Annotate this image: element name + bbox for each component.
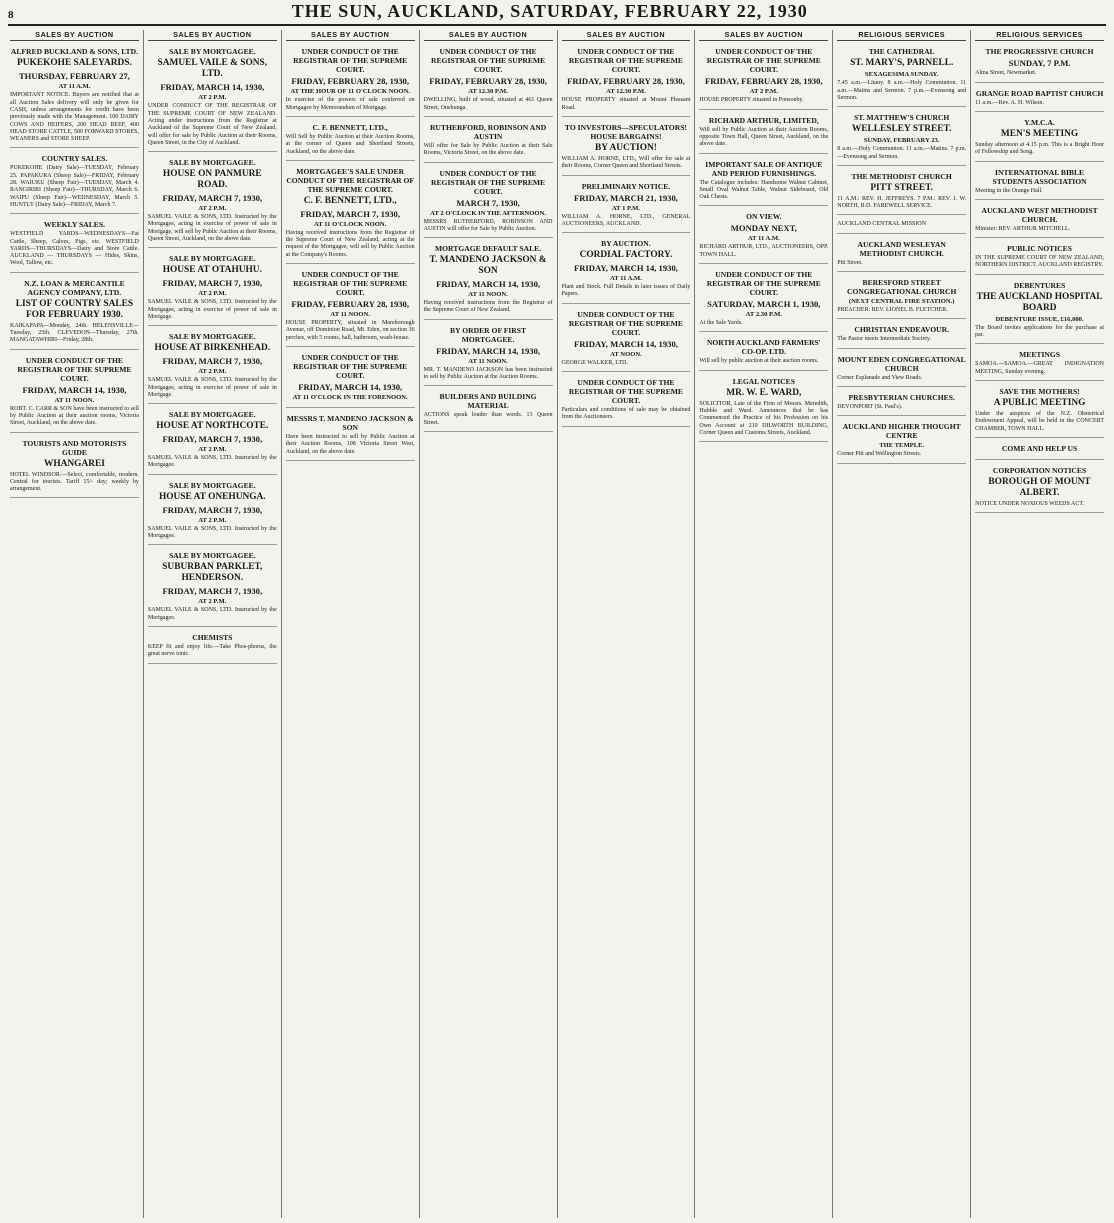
column-8 <box>970 30 1108 1218</box>
ad-subheading: AT 11 O'CLOCK IN THE FORENOON. <box>292 393 408 401</box>
ad-body: Will sell by Public Auction at their Auction Rooms, opposite Town Hall, Queen Street, Auckland, on the above date. <box>699 126 829 148</box>
advertisement <box>975 347 1104 381</box>
ad-subheading: AT 2 P.M. <box>198 290 227 298</box>
ad-title: BY AUCTION! <box>594 143 657 153</box>
ad-heading: MESSRS T. MANDENO JACKSON & SON <box>286 413 414 432</box>
ad-subheading: AT 11 A.M. <box>609 275 642 283</box>
ad-heading: UNDER CONDUCT OF THE REGISTRAR OF THE SUPREME COURT. <box>17 355 132 383</box>
advertisement <box>148 44 277 152</box>
ad-body: Having received instructions from the Registrar of the Supreme Court of New Zealand, acting at the request of the Mortgagee, will sell by Public Auction at the Company's Rooms. <box>285 229 415 258</box>
ad-heading: BERESFORD STREET CONGREGATIONAL CHURCH <box>847 278 957 297</box>
ad-title: PUKEKOHE SALEYARDS. <box>17 58 132 69</box>
column-4 <box>419 30 557 1218</box>
ad-body: SAMUEL VAILE & SONS, LTD. Instructed by the Mortgagee. <box>147 525 277 540</box>
ad-heading: AUCKLAND WEST METHODIST CHURCH. <box>981 205 1098 224</box>
ad-heading: CHEMISTS <box>192 632 233 642</box>
ad-heading: N.Z. LOAN & MERCANTILE AGENCY COMPANY, LTD. <box>24 278 125 297</box>
ad-heading: UNDER CONDUCT OF THE REGISTRAR OF THE SUPREME COURT. <box>706 47 821 75</box>
ad-heading: PUBLIC NOTICES <box>1007 244 1072 254</box>
ad-date: FRIDAY, MARCH 14, 1930, <box>22 384 127 395</box>
ad-title: HOUSE ON PANMURE ROAD. <box>162 169 262 191</box>
ad-date: MARCH 7, 1930, <box>456 197 520 208</box>
ad-title: BOROUGH OF MOUNT ALBERT. <box>988 476 1091 498</box>
ad-heading: UNDER CONDUCT OF THE REGISTRAR OF THE SUPREME COURT. <box>568 47 683 75</box>
ad-body: NOTICE UNDER NOXIOUS WEEDS ACT. <box>975 500 1085 507</box>
ad-date: FRIDAY, MARCH 14, 1930, <box>160 82 265 93</box>
ad-body: ROBT. C. CARR & SON have been instructed to sell by Public Auction at their auction rooms, Victoria Street, Auckland, on the above date. <box>10 405 139 427</box>
advertisement <box>286 350 415 408</box>
advertisement <box>837 390 966 416</box>
ad-body: Particulars and conditions of sale may be obtained from the Auctioneers. <box>561 407 691 421</box>
ad-heading: NORTH AUCKLAND FARMERS' CO-OP. LTD. <box>706 338 821 357</box>
ad-body: UNDER CONDUCT OF THE REGISTRAR OF THE SUPREME COURT OF NEW ZEALAND. Acting under instructions from the Registrar at Auckland of the Supreme Court of New Zealand, will offer for sale by Public Auction at their Rooms, Queen Street, in the City of Auckland. <box>147 103 277 146</box>
ad-heading: RUTHERFORD, ROBINSON AND AUSTIN <box>429 123 547 141</box>
ad-body: At the Sale Yards. <box>699 320 743 327</box>
ad-subheading: AT 12.30 P.M. <box>606 88 646 96</box>
ad-heading: SAVE THE MOTHERS! <box>999 386 1080 396</box>
ad-body: WESTFIELD YARDS—WEDNESDAYS—Fat Cattle, Sheep, Calves, Pigs, etc. WESTFIELD YARDS—THURSDAYS—Dairy and Store Cattle. AUCKLAND — THURSDAYS — Hides, Skins, Wool, Tallow, etc. <box>10 231 139 267</box>
advertisement <box>148 155 277 248</box>
ad-heading: THE PROGRESSIVE CHURCH <box>985 47 1094 57</box>
ad-subheading: DEBENTURE ISSUE, £16,000. <box>995 315 1084 323</box>
ad-body: IN THE SUPREME COURT OF NEW ZEALAND, NORTHERN DISTRICT. AUCKLAND REGISTRY. <box>975 255 1104 269</box>
ad-date: FRIDAY, MARCH 7, 1930, <box>162 356 263 367</box>
column-heading: SALES BY AUCTION <box>148 30 277 41</box>
ad-title: LIST OF COUNTRY SALES FOR FEBRUARY 1930. <box>15 298 134 320</box>
advertisement <box>148 630 277 664</box>
advertisement <box>424 120 553 163</box>
ad-heading: CORPORATION NOTICES <box>992 465 1087 475</box>
ad-body: Under the auspices of the N.Z. Obstetrical Endowment Appeal, will be held in the CONCERT CHAMBER, TOWN HALL. <box>975 410 1104 432</box>
advertisement <box>148 407 277 475</box>
ad-date: FRIDAY, FEBRUARY 28, 1930, <box>704 76 823 87</box>
ad-heading: COME AND HELP US <box>1001 443 1078 453</box>
ad-heading: SALE BY MORTGAGEE. <box>169 158 256 168</box>
advertisement <box>975 384 1104 438</box>
ad-date: SATURDAY, MARCH 1, 1930, <box>707 299 821 310</box>
ad-title: MEN'S MEETING <box>1000 129 1079 139</box>
ad-date: FRIDAY, FEBRUARY 28, 1930, <box>567 76 685 87</box>
ad-body: The Pastor meets Intermediate Society. <box>837 336 931 343</box>
ad-heading: UNDER CONDUCT OF THE REGISTRAR OF THE SUPREME COURT. <box>430 168 546 196</box>
ad-title: SUBURBAN PARKLET, HENDERSON. <box>162 562 263 584</box>
ad-body: Meeting in the Orange Hall. <box>975 187 1043 194</box>
ad-body: SAMUEL VAILE & SONS, LTD. Instructed by the Mortgagee. <box>147 607 277 621</box>
advertisement <box>837 419 966 463</box>
ad-body: 11 A.M.: REV. H. JEFFREYS. 7 P.M.: REV. J. W. NORTH, B.D. FAREWELL SERVICE. <box>837 195 967 210</box>
advertisement <box>10 217 139 272</box>
ad-body: WILLIAM A. HORNE, LTD., GENERAL AUCTIONEERS, AUCKLAND. <box>561 213 691 227</box>
advertisement <box>286 164 415 264</box>
ad-heading: AUCKLAND HIGHER THOUGHT CENTRE <box>842 422 961 441</box>
advertisement <box>699 335 828 370</box>
ad-title: PITT STREET. <box>870 182 934 193</box>
ad-heading: AUCKLAND WESLEYAN METHODIST CHURCH. <box>857 239 946 258</box>
ad-subheading: AT 2.30 P.M. <box>745 311 782 319</box>
ad-body: In exercise of the powers of sale conferred on Mortgagee by Memorandum of Mortgage. <box>285 97 415 111</box>
ad-title: THE AUCKLAND HOSPITAL BOARD <box>976 291 1103 313</box>
ad-title: SAMUEL VAILE & SONS, LTD. <box>157 58 268 80</box>
ad-body: SAMOA.—SAMOA.—GREAT INDIGNATION MEETING, Sunday evening. <box>975 361 1104 375</box>
ad-date: MONDAY NEXT, <box>730 223 797 234</box>
ad-title: HOUSE AT OTAHUHU. <box>162 265 262 276</box>
column-heading: SALES BY AUCTION <box>699 30 828 41</box>
ad-body: SOLICITOR. Late of the Firm of Messrs. Meredith, Hubble and Ward. Announces that he has Commenced the Practice of his Profession on his Own Account at 210 DILWORTH BUILDING, Corner Queen and Customs Streets, Auckland. <box>699 400 829 436</box>
ad-heading: TO INVESTORS—SPECULATORS! HOUSE BARGAINS! <box>564 123 687 141</box>
ad-title: CORDIAL FACTORY. <box>579 250 673 261</box>
advertisement <box>975 441 1104 460</box>
advertisement <box>10 44 139 148</box>
advertisement <box>837 169 966 216</box>
advertisement <box>424 166 553 239</box>
advertisement <box>424 389 553 432</box>
masthead <box>8 0 1106 26</box>
ad-subheading: AT 2 P.M. <box>749 88 778 96</box>
ad-date: FRIDAY, FEBRUARY 28, 1930, <box>291 299 409 310</box>
ad-body: HOUSE PROPERTY situated at Mount Pleasant Road. <box>561 97 691 111</box>
ad-date: FRIDAY, MARCH 7, 1930, <box>162 504 263 515</box>
advertisement <box>975 463 1104 513</box>
advertisement <box>10 353 139 433</box>
ad-body: HOUSE PROPERTY situated in Ponsonby. <box>699 97 804 104</box>
column-6 <box>694 30 832 1218</box>
column-heading: SALES BY AUCTION <box>10 30 139 41</box>
ad-heading: SALE BY MORTGAGEE. <box>169 480 256 490</box>
column-2 <box>143 30 281 1218</box>
ad-subheading: AT THE HOUR OF 11 O'CLOCK NOON. <box>290 88 411 96</box>
ad-title: HOUSE AT NORTHCOTE. <box>156 421 269 432</box>
advertisement <box>562 236 691 304</box>
ad-heading: IMPORTANT SALE OF ANTIQUE AND PERIOD FURNISHINGS. <box>705 159 823 178</box>
ad-heading: UNDER CONDUCT OF THE REGISTRAR OF THE SUPREME COURT. <box>568 309 683 337</box>
ad-title: T. MANDENO JACKSON & SON <box>429 255 547 277</box>
ad-heading: DEBENTURES <box>1013 280 1066 290</box>
ad-heading: GRANGE ROAD BAPTIST CHURCH <box>975 88 1104 98</box>
advertisement <box>837 352 966 387</box>
ad-date: THURSDAY, FEBRUARY 27, <box>18 71 130 82</box>
advertisement <box>837 275 966 319</box>
ad-date: SUNDAY, 7 P.M. <box>1008 58 1071 69</box>
ad-body: Alma Street, Newmarket. <box>975 70 1037 77</box>
advertisement <box>562 375 691 427</box>
page-number: 8 <box>8 9 14 21</box>
ad-subheading: AT 12.30 P.M. <box>468 88 508 96</box>
ad-heading: SALE BY MORTGAGEE. <box>169 332 256 342</box>
ad-subheading: AT 2 P.M. <box>198 516 227 524</box>
ad-body: 8 a.m.—Holy Communion. 11 a.m.—Matins. 7 p.m.—Evensong and Sermon. <box>837 146 967 160</box>
ad-body: Sunday afternoon at 4.15 p.m. This is a Bright Hour of Fellowship and Song. <box>975 142 1104 156</box>
advertisement <box>699 209 828 264</box>
ad-body: DEVONPORT (St. Paul's). <box>837 403 903 410</box>
ad-title: A PUBLIC MEETING <box>993 397 1086 408</box>
ad-heading: UNDER CONDUCT OF THE REGISTRAR OF THE SUPREME COURT. <box>293 270 408 298</box>
ad-heading: MORTGAGE DEFAULT SALE. <box>434 244 542 254</box>
ad-heading: SALE BY MORTGAGEE. <box>169 254 256 264</box>
ad-body: KEEP fit and enjoy life.—Take Phos-phorus, the great nerve tonic. <box>147 643 277 658</box>
ad-date: FRIDAY, MARCH 14, 1930, <box>298 381 403 392</box>
ad-heading: UNDER CONDUCT OF THE REGISTRAR OF THE SUPREME COURT. <box>293 352 408 380</box>
advertisement <box>699 44 828 109</box>
ad-heading: ALFRED BUCKLAND & SONS, LTD. <box>10 47 139 57</box>
ad-date: FRIDAY, MARCH 7, 1930, <box>162 193 263 204</box>
ad-heading: ST. MATTHEW'S CHURCH <box>854 113 950 123</box>
ad-date: FRIDAY, FEBRUARY 28, 1930, <box>291 76 409 87</box>
advertisement <box>424 44 553 117</box>
ad-body: MR. T. MANDENO JACKSON has been instructed to sell by Public Auction at the Auction Rooms. <box>423 366 553 381</box>
ad-subheading: AT 2 P.M. <box>198 94 227 102</box>
ad-body: Corner Pitt and Wellington Streets. <box>837 451 922 458</box>
advertisement <box>562 307 691 372</box>
ad-body: The Catalogue includes: Handsome Walnut Cabinet, Small Oval Walnut Table, Walnut Sideboard, Old Oak Chests. <box>699 179 829 201</box>
ad-body: SAMUEL VAILE & SONS, LTD. Instructed by the Mortgagee. <box>147 455 277 469</box>
advertisement <box>837 322 966 348</box>
ad-subheading: AT 2 P.M. <box>198 446 227 454</box>
ad-subheading: AT 11 NOON. <box>468 357 508 365</box>
ad-subheading: SEXAGESIMA SUNDAY. <box>864 71 939 79</box>
ad-title: ST. MARY'S, PARNELL. <box>850 58 954 69</box>
ad-heading: BY ORDER OF FIRST MORTGAGEE. <box>450 325 527 344</box>
ad-heading: RICHARD ARTHUR, LIMITED, <box>708 115 819 125</box>
ad-body: HOUSE PROPERTY, situated in Mareborough Avenue, off Dominion Road, Mt. Eden, on section 36 perches, with 5 rooms, hall, bathroom, wash-house. <box>285 320 415 341</box>
advertisement <box>975 203 1104 238</box>
ad-body: DWELLING, built of wood, situated at 461 Queen Street, Onehunga. <box>423 97 553 111</box>
ad-subheading: AT NOON. <box>610 350 642 358</box>
ad-body: IMPORTANT NOTICE. Buyers are notified that at all Auction Sales delivery will only be given for CASH, unless arrangements for credit have been previously made with the Management. 100 DAIRY COWS AND HEIFERS, 200 HEAD BEEF, 400 HEAD STORE CATTLE, 500 FORWARD STORES, WEANERS and STORE SHEEP. <box>10 92 139 143</box>
advertisement <box>424 241 553 320</box>
ad-title: HOUSE AT BIRKENHEAD. <box>154 343 271 354</box>
ad-heading: UNDER CONDUCT OF THE REGISTRAR OF THE SUPREME COURT. <box>293 47 408 75</box>
ad-heading: ON VIEW. <box>746 212 782 222</box>
ad-body: SAMUEL VAILE & SONS, LTD. Instructed by the Mortgagee, acting in exercise of power of sale in Mortgage, will sell by Public Auction at their Rooms, Queen Street, Auckland, on the above date. <box>147 214 277 243</box>
ad-heading: UNDER CONDUCT OF THE REGISTRAR OF THE SUPREME COURT. <box>706 270 821 298</box>
ad-heading: UNDER CONDUCT OF THE REGISTRAR OF THE SUPREME COURT. <box>430 47 546 75</box>
ad-subheading: AT 11 A.M. <box>747 235 780 243</box>
advertisement <box>10 276 139 350</box>
ad-body: SAMUEL VAILE & SONS, LTD. Instructed by the Mortgagee, acting in exercise of power of sale in Mortgage. <box>147 377 277 398</box>
advertisement <box>148 251 277 326</box>
ad-body: Corner Esplanade and View Roads. <box>837 374 923 381</box>
column-7 <box>832 30 970 1218</box>
column-heading: RELIGIOUS SERVICES <box>837 30 966 41</box>
column-heading: SALES BY AUCTION <box>286 30 415 41</box>
ad-subheading: AT 11 NOON. <box>468 291 508 299</box>
ad-date: FRIDAY, MARCH 7, 1930, <box>300 208 400 219</box>
ad-heading: PRELIMINARY NOTICE. <box>581 181 671 191</box>
ad-body: RICHARD ARTHUR, LTD., AUCTIONEERS, OPP. TOWN HALL. <box>699 244 829 258</box>
ad-title: HOUSE AT ONEHUNGA. <box>158 491 266 502</box>
ad-body: Will sell by public auction at their auction rooms. <box>699 358 819 365</box>
advertisement <box>10 151 139 214</box>
ad-date: FRIDAY, MARCH 14, 1930, <box>436 345 541 356</box>
ad-body: 7.45 a.m.—Litany. 8 a.m.—Holy Communion. 11 a.m.—Matins and Sermon. 7 p.m.—Evensong and Sermon. <box>837 80 967 101</box>
ad-body: Plant and Stock. Full Details in later issues of Daily Papers. <box>561 284 691 298</box>
advertisement <box>837 110 966 166</box>
ad-date: FRIDAY, MARCH 7, 1930, <box>162 586 263 597</box>
advertisement <box>837 44 966 107</box>
ad-subheading: AT 2 P.M. <box>198 368 227 376</box>
ad-subheading: THE TEMPLE. <box>879 442 925 450</box>
ad-title: WHANGAREI <box>43 458 105 469</box>
advertisement <box>10 436 139 499</box>
advertisement <box>699 113 828 154</box>
advertisement <box>975 115 1104 162</box>
ad-body: KAIKAPAPA—Monday, 24th. HELENSVILLE—Tuesday, 25th. CLEVEDON—Thursday, 27th. MANGATAWHIRI—Friday, 28th. <box>10 322 139 344</box>
ad-body: ACTIONS speak louder than words. 13 Queen Street. <box>423 412 553 426</box>
advertisement <box>562 179 691 234</box>
ad-heading: PRESBYTERIAN CHURCHES. <box>848 392 955 402</box>
advertisement <box>837 237 966 272</box>
ad-subheading: AT 1 P.M. <box>611 204 640 212</box>
column-1 <box>6 30 143 1218</box>
ad-date: FRIDAY, MARCH 14, 1930, <box>436 279 541 290</box>
ad-body: AUCKLAND CENTRAL MISSION <box>837 221 927 228</box>
column-heading: SALES BY AUCTION <box>562 30 691 41</box>
advertisement <box>424 323 553 387</box>
ad-heading: LEGAL NOTICES <box>732 376 795 386</box>
advertisement <box>286 120 415 161</box>
ad-heading: MEETINGS <box>1019 350 1061 360</box>
advertisement <box>148 548 277 627</box>
ad-subheading: AT 11 O'CLOCK NOON. <box>314 220 387 228</box>
ad-subheading: AT 11 NOON. <box>330 311 370 319</box>
advertisement <box>699 157 828 207</box>
ad-body: HOTEL WINDSOR.—Select, comfortable, modern. Central for tourists. Tariff 15/- day; weekly by arrangement. <box>10 471 139 493</box>
ad-heading: BY AUCTION. <box>601 239 651 249</box>
ad-subheading: AT 11 NOON. <box>54 396 95 404</box>
ad-title: C. F. BENNETT, LTD., <box>303 195 397 206</box>
column-heading: RELIGIOUS SERVICES <box>975 30 1104 41</box>
advertisement <box>699 267 828 332</box>
ad-heading: SALE BY MORTGAGEE. <box>169 47 256 57</box>
ad-body: PUKEKOHE (Dairy Sale)—TUESDAY, February 25. PAPAKURA (Sheep Sale)—FRIDAY, February 28. WAIUKU (Sheep Fair)—TUESDAY, March 4. RANGIRIRI (Sheep Fair)—THURSDAY, March 6. WAIPU (Sheep Fair)—WEDNESDAY, March 5. HUNTLY (Dairy Sale)—FRIDAY, March 7. <box>10 165 139 208</box>
ad-subheading: AT 2 P.M. <box>198 205 227 213</box>
ad-heading: MORTGAGEE'S SALE UNDER CONDUCT OF THE REGISTRAR OF THE SUPREME COURT. <box>286 166 415 194</box>
ad-title: MR. W. E. WARD, <box>726 387 802 398</box>
ad-body: Pitt Street. <box>837 259 863 266</box>
ad-body: Will offer for Sale by Public Auction at their Sale Rooms, Victoria Street, on the above date. <box>423 143 553 157</box>
column-5 <box>557 30 695 1218</box>
ad-heading: MOUNT EDEN CONGREGATIONAL CHURCH <box>837 354 966 373</box>
ad-heading: THE CATHEDRAL <box>868 47 935 57</box>
ad-body: WILLIAM A. HORNE, LTD., Will offer for sale at their Rooms, Corner Queen and Shortland Streets. <box>561 156 691 170</box>
ad-subheading: SUNDAY, FEBRUARY 23. <box>863 137 940 145</box>
advertisement <box>148 329 277 404</box>
ad-heading: SALE BY MORTGAGEE. <box>169 551 256 561</box>
advertisement <box>975 86 1104 112</box>
ad-body: The Board invites applications for the purchase at par. <box>975 324 1104 339</box>
ad-heading: UNDER CONDUCT OF THE REGISTRAR OF THE SUPREME COURT. <box>568 378 683 406</box>
advertisement <box>148 478 277 546</box>
ad-subheading: (NEXT CENTRAL FIRE STATION.) <box>848 298 955 306</box>
ad-body: Will Sell by Public Auction at their Auction Rooms, at the corner of Queen and Shortland Streets, Auckland, on the above date. <box>285 134 415 155</box>
advertisement <box>699 374 828 442</box>
ad-body: PREACHER: REV. LIONEL B. FLETCHER. <box>837 307 948 314</box>
advertisement <box>286 267 415 347</box>
ad-heading: Y.M.C.A. <box>1024 118 1055 127</box>
ad-body: Have been instructed to sell by Public Auction at their Auction Rooms, 108 Victoria Street West, Auckland, on the above date. <box>285 433 415 455</box>
column-heading: SALES BY AUCTION <box>424 30 553 41</box>
advertisement <box>286 44 415 117</box>
ad-heading: TOURISTS AND MOTORISTS GUIDE <box>22 438 127 457</box>
ad-body: MESSRS RUTHERFORD, ROBINSON AND AUSTIN will offer for Sale by Public Auction. <box>423 218 553 232</box>
advertisement <box>975 241 1104 275</box>
ad-date: FRIDAY, MARCH 7, 1930, <box>162 434 263 445</box>
ad-body: Minister: REV. ARTHUR MITCHELL. <box>975 225 1071 232</box>
advertisement <box>975 44 1104 82</box>
ad-subheading: AT 2 P.M. <box>198 598 227 606</box>
ad-heading: COUNTRY SALES. <box>41 154 108 164</box>
ad-heading: C. F. BENNETT, LTD., <box>312 123 388 132</box>
ad-date: FRIDAY, MARCH 21, 1930, <box>573 192 678 203</box>
ad-heading: INTERNATIONAL BIBLE STUDENTS ASSOCIATION <box>992 167 1087 186</box>
ad-date: FRIDAY, MARCH 7, 1930, <box>162 278 263 289</box>
ad-subheading: AT 11 A.M. <box>58 83 91 91</box>
ad-title: WELLESLEY STREET. <box>851 124 952 135</box>
ad-heading: WEEKLY SALES. <box>43 220 105 230</box>
advertisement <box>286 411 415 461</box>
advertisement <box>975 278 1104 345</box>
advertisement <box>975 165 1104 200</box>
ad-heading: BUILDERS AND BUILDING MATERIAL <box>439 392 537 411</box>
ad-heading: THE METHODIST CHURCH <box>851 171 952 181</box>
ad-body: GEORGE WALKER, LTD. <box>561 359 628 366</box>
advertisement <box>562 44 691 117</box>
ad-body: Having received instructions from the Registrar of the Supreme Court of New Zealand. <box>423 300 553 314</box>
ad-date: FRIDAY, FEBRUARY 28, 1930, <box>429 76 547 87</box>
ad-heading: SALE BY MORTGAGEE. <box>169 410 256 420</box>
advertisement <box>562 120 691 176</box>
ad-body: 11 a.m.—Rev. A. H. Wilson. <box>975 99 1044 106</box>
column-3 <box>281 30 419 1218</box>
newspaper-title: THE SUN, AUCKLAND, SATURDAY, FEBRUARY 22, 1930 <box>291 1 808 21</box>
ad-subheading: AT 2 O'CLOCK IN THE AFTERNOON. <box>430 209 546 217</box>
ad-date: FRIDAY, MARCH 14, 1930, <box>573 263 678 274</box>
advertisement <box>837 218 966 233</box>
ad-date: FRIDAY, MARCH 14, 1930, <box>573 338 678 349</box>
ad-body: SAMUEL VAILE & SONS, LTD. Instructed by the Mortgagee, acting in exercise of power of sale in Mortgage. <box>147 299 277 320</box>
columns-container <box>6 30 1108 1218</box>
ad-heading: CHRISTIAN ENDEAVOUR. <box>854 325 950 335</box>
